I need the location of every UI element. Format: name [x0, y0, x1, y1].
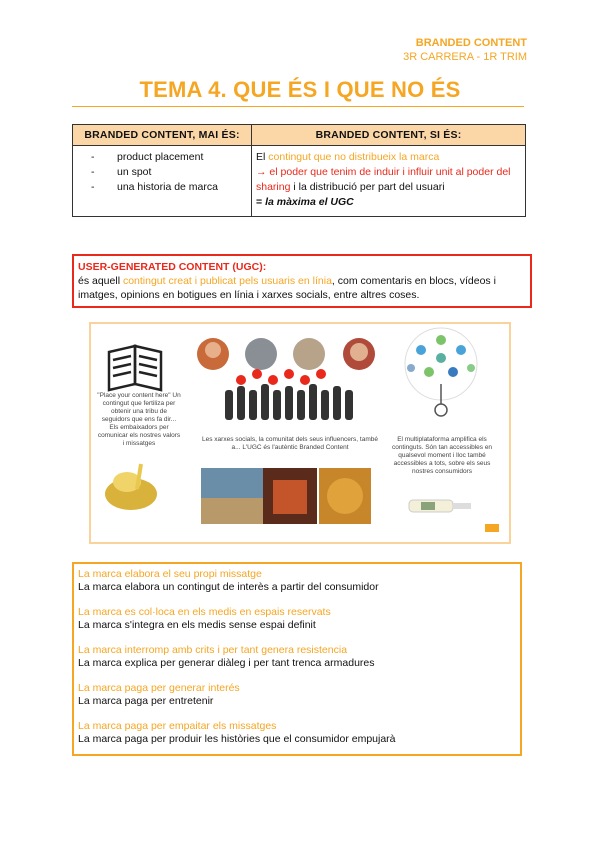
- is-line-3: = la màxima el UGC: [256, 196, 354, 208]
- never-list: [73, 146, 252, 217]
- document-header: [403, 36, 527, 64]
- corner-accent: [485, 524, 499, 532]
- caption-ugc-authentic: Les xarxes socials, la comunitat dels seus influencers, també a... L'UGC és l'autèntic Branded Content: [202, 436, 378, 451]
- title-divider: [72, 106, 524, 107]
- is-description: [252, 146, 526, 217]
- comparison-table: [72, 124, 526, 217]
- list-item: - product placement: [91, 151, 204, 163]
- table-header-is: BRANDED CONTENT, SI ÉS:: [252, 125, 526, 146]
- header-term: 3R CARRERA - 1R TRIM: [403, 51, 527, 63]
- page-title: TEMA 4. QUE ÉS I QUE NO ÉS: [139, 77, 461, 102]
- book-icon: [109, 346, 161, 390]
- is-line-1: El contingut que no distribueix la marca: [256, 151, 440, 163]
- wine-pour-photo: [105, 462, 157, 510]
- crowd-silhouettes: [225, 384, 353, 420]
- list-item: La marca paga per empaitar els missatges La marca paga per produir les històries que el consumidor empujarà: [78, 720, 396, 745]
- ugc-infographic: [89, 322, 511, 544]
- caption-content-tribe: "Place your content here" Un contingut que fertiliza per obtenir una tribu de seguidors que ens fa dir... Els embaixadors per comunicar els nostres valors i missatges: [97, 392, 181, 447]
- list-item: La marca es col·loca en els medis en espais reservats La marca s'integra en els medis sense espai definit: [78, 606, 331, 631]
- caption-multiplatform: El multiplataforma amplifica els continguts. Són tan accessibles en qualsevol moment i lloc també accessibles a tots, sobre els seus nostres consumidors: [391, 436, 493, 475]
- list-item: La marca interromp amb crits i per tant genera resistencia La marca explica per generar diàleg i per tant trenca armadures: [78, 644, 375, 669]
- ugc-text: és aquell contingut creat i publicat pels usuaris en línia, com comentaris en blocs, vídeos i imatges, opinions en botigues en línia i xarxes socials, entre altres coses.: [78, 275, 496, 301]
- brand-behaviour-comparison: [72, 562, 522, 756]
- ugc-definition-box: [72, 254, 532, 308]
- list-item: - un spot: [91, 166, 152, 178]
- social-bubbles: [236, 369, 326, 385]
- is-line-2: → el poder que tenim de induir i influir unit al poder del sharing i la distribució per part del usuari: [256, 166, 511, 193]
- avatar: [245, 338, 277, 370]
- list-item: La marca paga per generar interés La marca paga per entretenir: [78, 682, 240, 707]
- list-item: - una historia de marca: [91, 181, 218, 193]
- ugc-heading: USER-GENERATED CONTENT (UGC):: [78, 261, 267, 273]
- list-item: La marca elabora el seu propi missatge La marca elabora un contingut de interès a partir del consumidor: [78, 568, 379, 593]
- multiplatform-icons: [405, 328, 477, 416]
- table-header-never: BRANDED CONTENT, MAI ÉS:: [73, 125, 252, 146]
- avatar: [293, 338, 325, 370]
- wine-bottle-photo: [409, 500, 471, 512]
- header-course: BRANDED CONTENT: [415, 37, 527, 49]
